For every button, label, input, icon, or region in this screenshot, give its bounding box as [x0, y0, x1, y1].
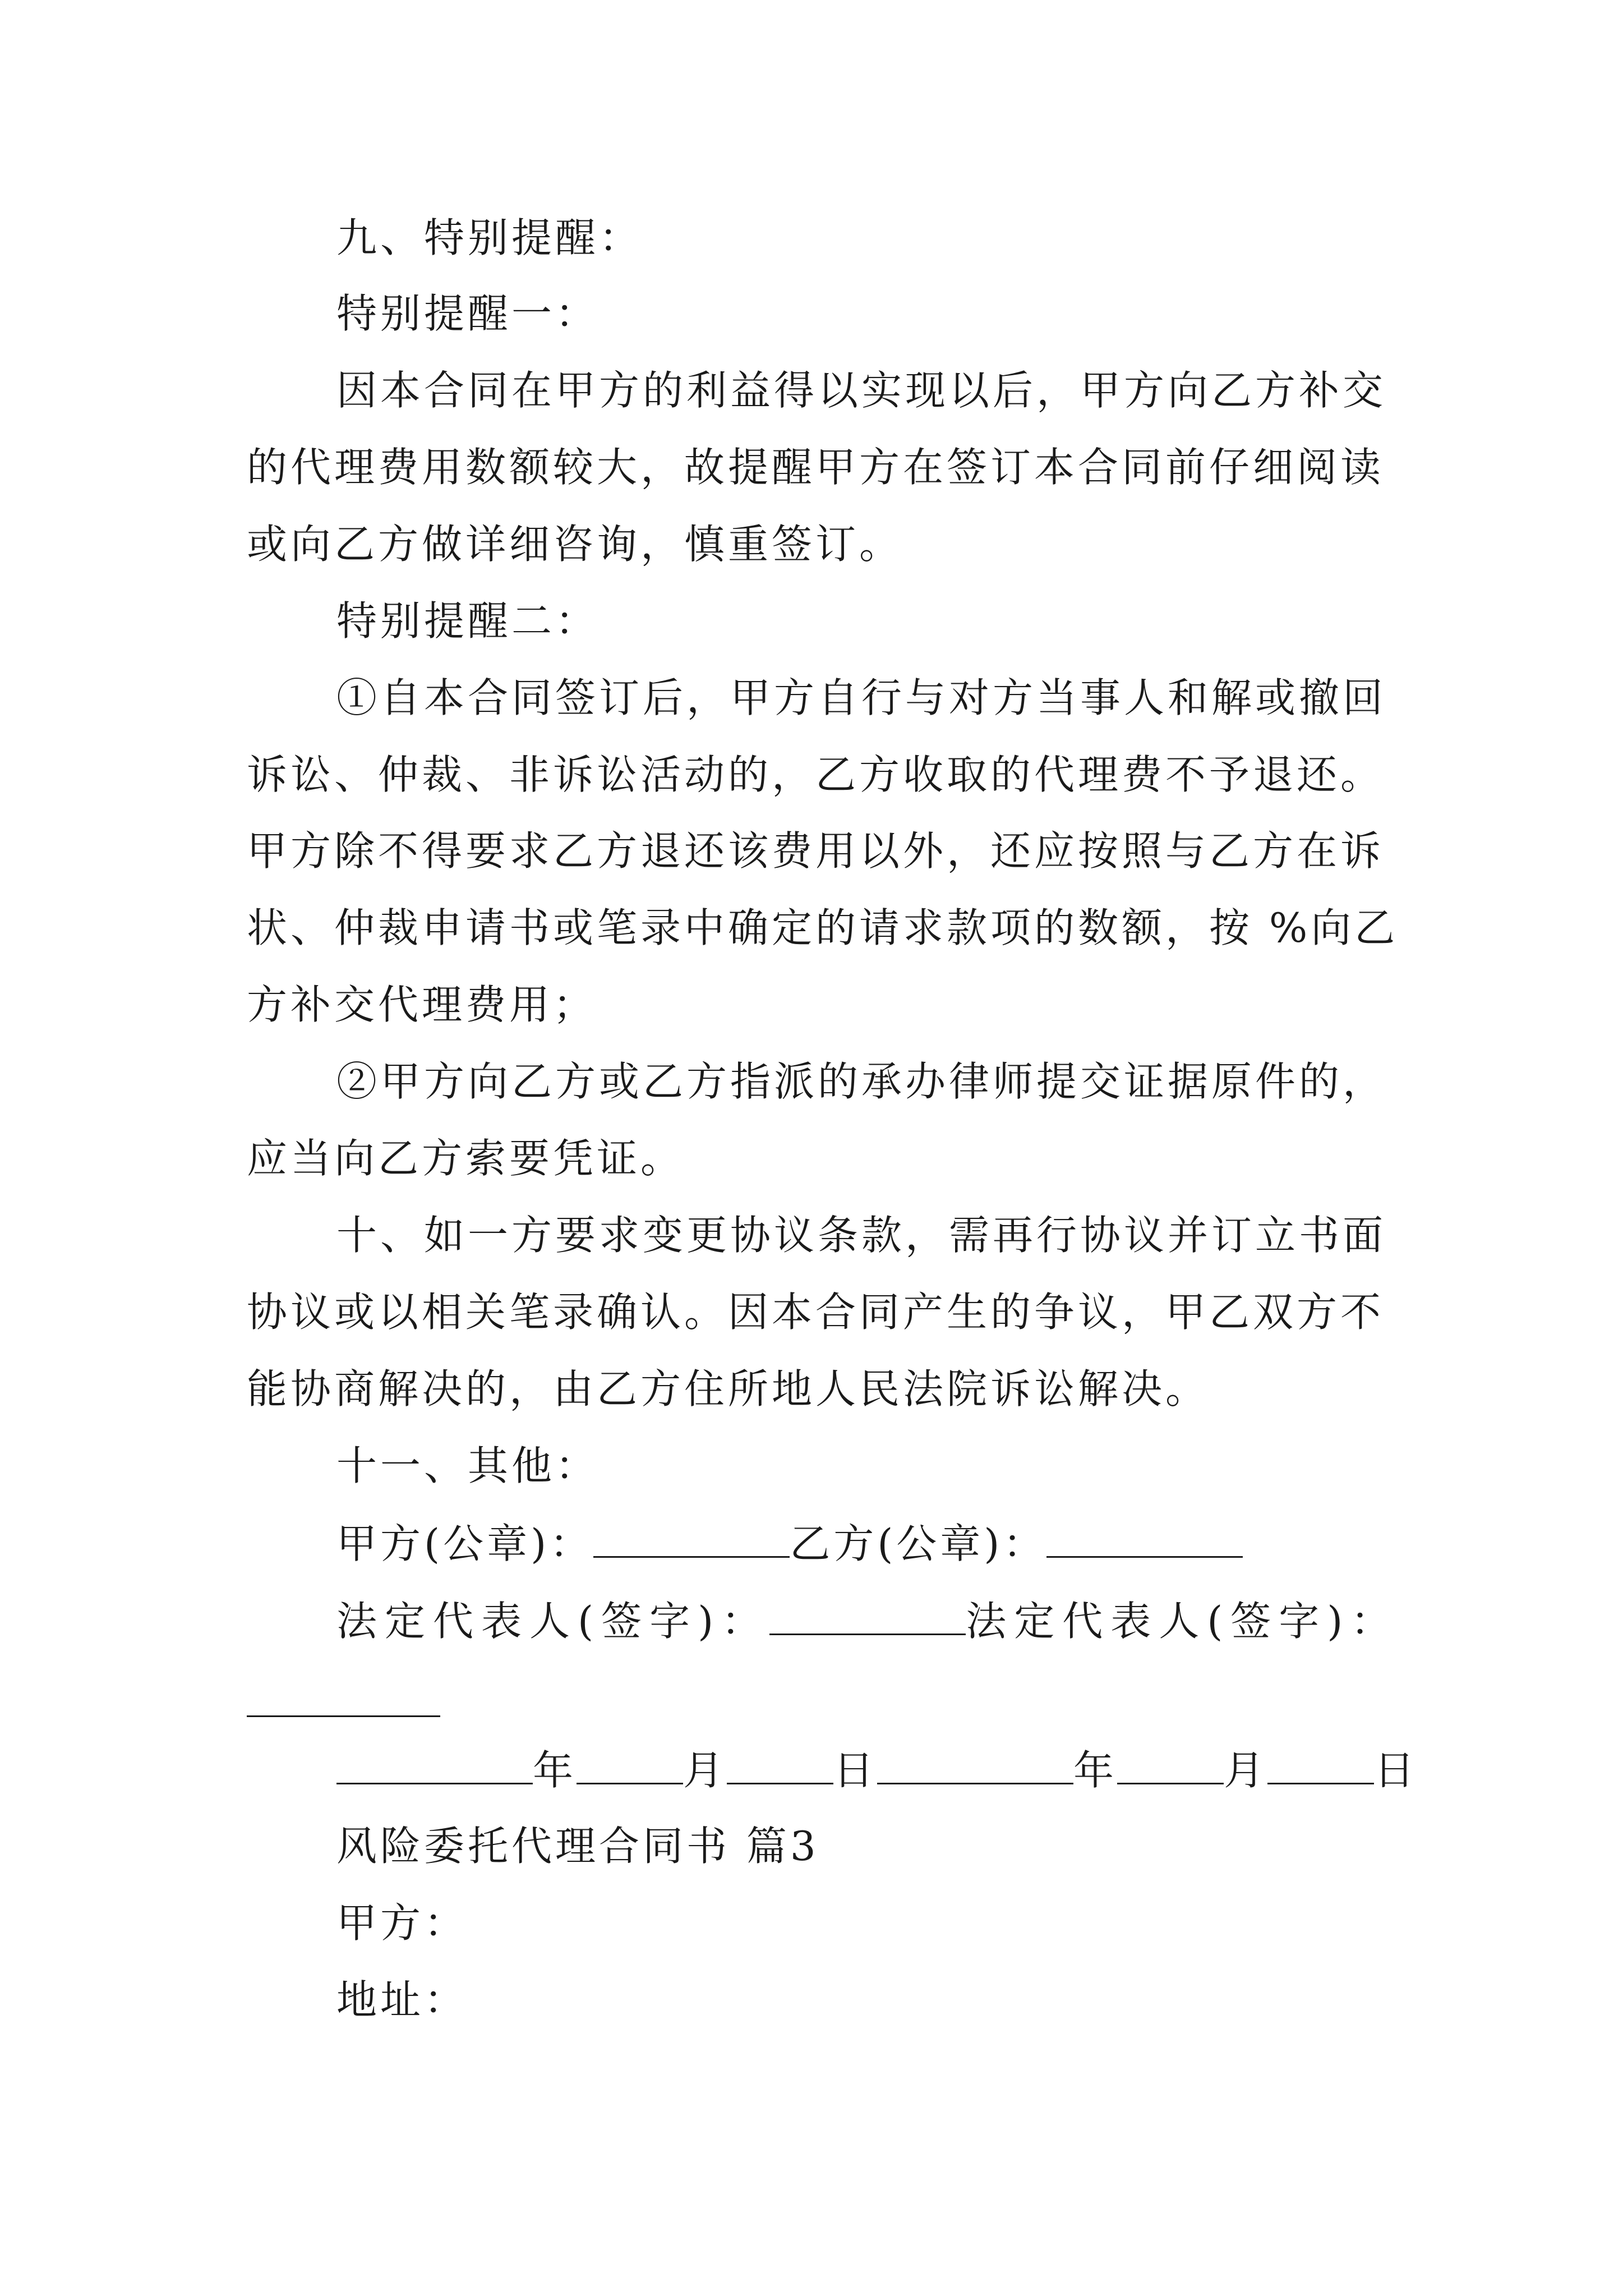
year-blank — [336, 1749, 533, 1784]
party-a-label: 甲方： — [336, 1899, 468, 1947]
party-b-seal-blank — [1046, 1522, 1243, 1558]
day-label: 日 — [833, 1747, 878, 1794]
section10-line: 能协商解决的，由乙方住所地人民法院诉讼解决。 — [247, 1365, 1210, 1412]
reminder1-paragraph-line: 的代理费用数额较大，故提醒甲方在签订本合同前仔细阅读 — [247, 444, 1385, 491]
month-label: 月 — [1224, 1747, 1268, 1794]
item1-line: 甲方除不得要求乙方退还该费用以外，还应按照与乙方在诉 — [247, 827, 1385, 875]
month-blank — [1117, 1749, 1224, 1784]
section10-line: 协议或以相关笔录确认。因本合同产生的争议，甲乙双方不 — [247, 1289, 1385, 1336]
section9-heading: 九、特别提醒： — [336, 214, 643, 261]
month-label: 月 — [683, 1747, 727, 1794]
legal-rep-row — [336, 1598, 1399, 1645]
party-b-seal-label: 乙方(公章)： — [790, 1520, 1047, 1567]
next-contract-title: 风险委托代理合同书 篇3 — [336, 1823, 819, 1870]
day-blank — [727, 1749, 833, 1784]
address-label: 地址： — [336, 1976, 468, 2023]
item1-line: 诉讼、仲裁、非诉讼活动的，乙方收取的代理费不予退还。 — [247, 751, 1385, 798]
reminder1-paragraph-line: 或向乙方做详细咨询，慎重签订。 — [247, 521, 903, 568]
reminder1-paragraph-line: 因本合同在甲方的利益得以实现以后，甲方向乙方补交 — [336, 367, 1387, 414]
legal-rep-a-blank — [769, 1600, 966, 1635]
party-a-seal-blank — [593, 1522, 790, 1558]
legal-rep-b-blank — [247, 1715, 440, 1717]
date-row — [336, 1747, 1418, 1794]
year-label: 年 — [1073, 1747, 1118, 1794]
reminder1-heading: 特别提醒一： — [336, 290, 600, 337]
day-label: 日 — [1374, 1747, 1418, 1794]
item1-line: ①自本合同签订后，甲方自行与对方当事人和解或撤回 — [336, 674, 1387, 721]
item1-line: 状、仲裁申请书或笔录中确定的请求款项的数额，按 %向乙 — [247, 904, 1399, 951]
reminder2-heading: 特别提醒二： — [336, 597, 600, 645]
year-blank — [877, 1749, 1073, 1784]
section10-line: 十、如一方要求变更协议条款，需再行协议并订立书面 — [336, 1212, 1387, 1259]
item2-line: ②甲方向乙方或乙方指派的承办律师提交证据原件的， — [336, 1058, 1387, 1105]
day-blank — [1267, 1749, 1374, 1784]
seal-row — [336, 1520, 1243, 1567]
item2-line: 应当向乙方索要凭证。 — [247, 1135, 685, 1182]
party-a-seal-label: 甲方(公章)： — [336, 1520, 594, 1567]
legal-rep-label-a: 法定代表人(签字)： — [336, 1598, 770, 1645]
section11-heading: 十一、其他： — [336, 1442, 600, 1489]
month-blank — [577, 1749, 683, 1784]
year-label: 年 — [533, 1747, 577, 1794]
item1-line: 方补交代理费用； — [247, 981, 597, 1028]
legal-rep-label-b: 法定代表人(签字)： — [966, 1598, 1399, 1645]
